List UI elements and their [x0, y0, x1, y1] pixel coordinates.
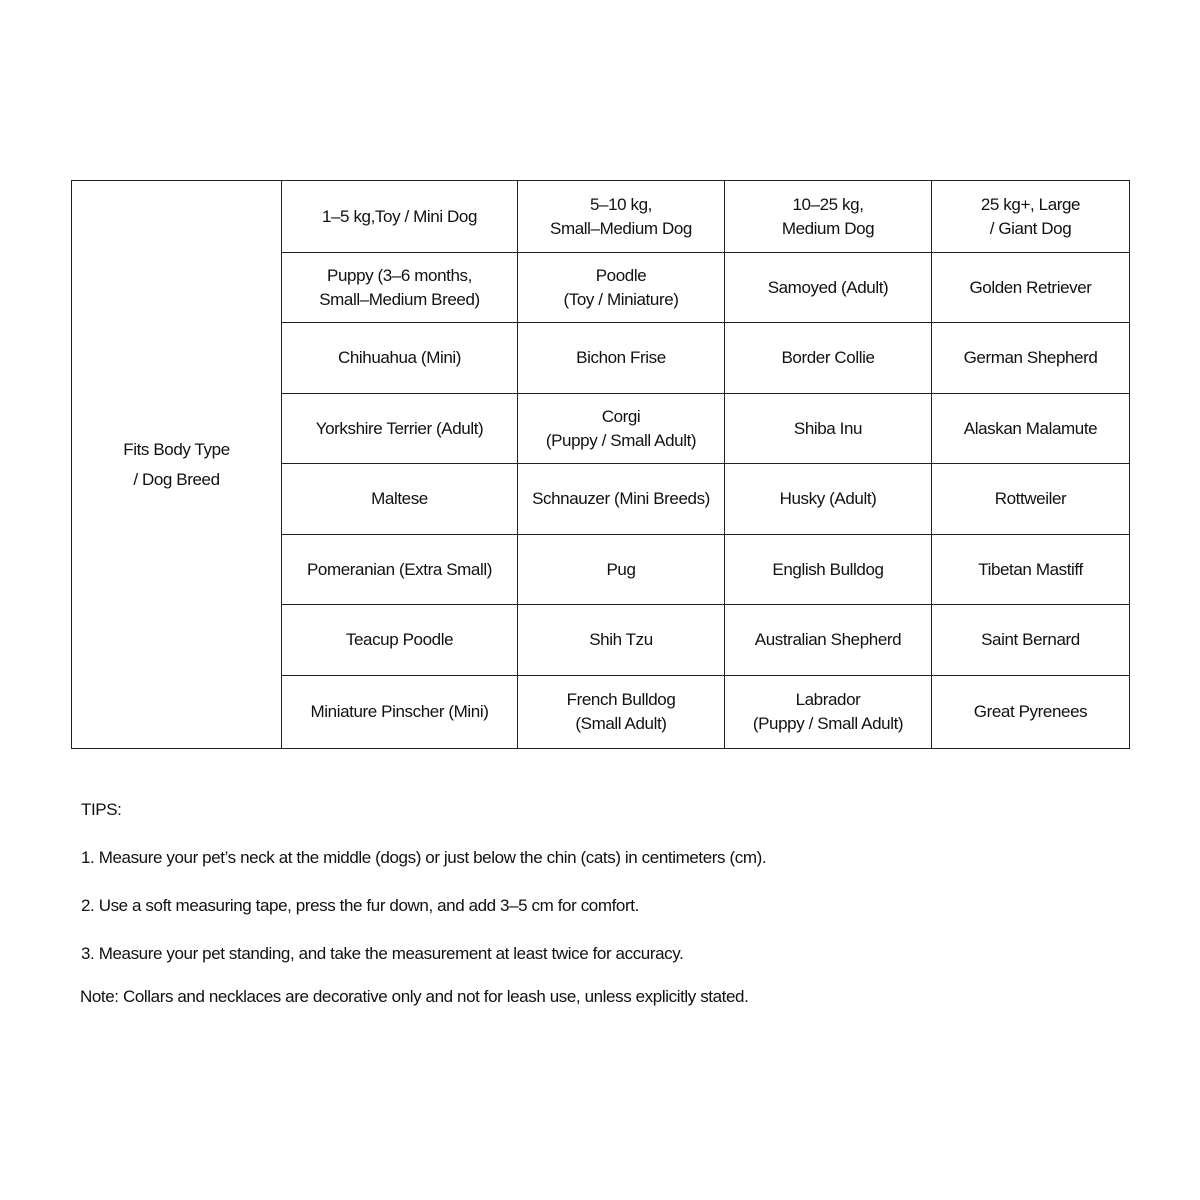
breed-line: German Shepherd: [963, 348, 1098, 367]
breed-line: Australian Shepherd: [754, 630, 902, 649]
breed-cell: [725, 464, 932, 535]
breed-cell: [282, 394, 518, 464]
breed-line: Golden Retriever: [969, 277, 1092, 297]
weight-header-cell: [518, 181, 725, 253]
breed-line: Labrador: [795, 690, 861, 709]
breed-line: Schnauzer (Mini Breeds): [532, 489, 710, 508]
breed-line: Puppy (3–6 months,: [327, 265, 472, 285]
breed-line: (Toy / Miniature): [563, 289, 679, 309]
breed-cell: [518, 535, 725, 605]
weight-header-cell: [282, 181, 518, 253]
weight-header-cell: [725, 181, 932, 253]
breed-cell: [932, 253, 1130, 323]
breed-line: Husky (Adult): [779, 489, 877, 508]
breed-line: (Puppy / Small Adult): [545, 430, 697, 450]
breed-size-table: [71, 180, 1130, 749]
header-row: [72, 181, 1130, 253]
breed-line: English Bulldog: [772, 559, 884, 579]
breed-cell: [282, 323, 518, 394]
breed-cell: [725, 676, 932, 749]
breed-line: Rottweiler: [994, 489, 1067, 508]
breed-cell: [932, 676, 1130, 749]
breed-cell: [518, 464, 725, 535]
breed-cell: [725, 253, 932, 323]
header-line: / Giant Dog: [989, 218, 1072, 238]
breed-cell: [518, 323, 725, 394]
breed-line: (Puppy / Small Adult): [752, 714, 904, 733]
header-line: 1–5 kg,Toy / Mini Dog: [321, 206, 478, 226]
breed-cell: [518, 253, 725, 323]
header-line: 10–25 kg,: [792, 194, 864, 214]
breed-line: Shih Tzu: [589, 630, 653, 649]
breed-cell: [282, 676, 518, 749]
tip-item: 3. Measure your pet standing, and take the measurement at least twice for accuracy.: [81, 944, 684, 963]
breed-cell: [725, 535, 932, 605]
breed-line: Miniature Pinscher (Mini): [310, 702, 489, 721]
breed-cell: [725, 605, 932, 676]
breed-cell: [282, 464, 518, 535]
breed-line: Chihuahua (Mini): [337, 348, 462, 367]
breed-line: Corgi: [601, 406, 641, 426]
breed-line: Alaskan Malamute: [963, 418, 1098, 438]
breed-cell: [518, 394, 725, 464]
breed-cell: [518, 676, 725, 749]
breed-line: Shiba Inu: [793, 418, 863, 438]
breed-line: Great Pyrenees: [973, 702, 1088, 721]
breed-line: (Small Adult): [575, 714, 667, 733]
breed-line: Yorkshire Terrier (Adult): [315, 418, 484, 438]
breed-line: Pomeranian (Extra Small): [306, 559, 493, 579]
breed-line: Bichon Frise: [576, 348, 666, 367]
header-line: Medium Dog: [781, 218, 875, 238]
breed-cell: [932, 605, 1130, 676]
disclaimer-note: Note: Collars and necklaces are decorative only and not for leash use, unless explicitly stated.: [80, 987, 749, 1006]
header-line: 25 kg+, Large: [980, 194, 1081, 214]
breed-cell: [725, 323, 932, 394]
breed-cell: [282, 535, 518, 605]
breed-line: Saint Bernard: [981, 630, 1080, 649]
tips-heading: TIPS:: [81, 800, 122, 819]
breed-line: French Bulldog: [566, 690, 676, 709]
breed-line: Small–Medium Breed): [319, 289, 480, 309]
tip-item: 2. Use a soft measuring tape, press the fur down, and add 3–5 cm for comfort.: [81, 896, 639, 915]
breed-cell: [932, 535, 1130, 605]
body-type-label-cell: [72, 181, 282, 749]
breed-line: Teacup Poodle: [345, 630, 454, 649]
breed-line: Poodle: [595, 265, 647, 285]
breed-cell: [282, 605, 518, 676]
breed-line: Maltese: [371, 489, 428, 508]
breed-cell: [725, 394, 932, 464]
header-line: Small–Medium Dog: [550, 218, 692, 238]
header-line: 5–10 kg,: [589, 194, 653, 214]
breed-line: Border Collie: [781, 348, 875, 367]
breed-cell: [932, 323, 1130, 394]
breed-cell: [932, 464, 1130, 535]
breed-line: Tibetan Mastiff: [978, 559, 1083, 579]
body-type-label-line: Fits Body Type: [123, 439, 230, 459]
body-type-label-line: / Dog Breed: [133, 469, 220, 489]
breed-cell: [282, 253, 518, 323]
breed-cell: [932, 394, 1130, 464]
tip-item: 1. Measure your pet’s neck at the middle (dogs) or just below the chin (cats) in centimeters (cm).: [81, 848, 767, 867]
breed-cell: [518, 605, 725, 676]
weight-header-cell: [932, 181, 1130, 253]
breed-line: Samoyed (Adult): [767, 277, 889, 297]
breed-line: Pug: [606, 559, 636, 579]
